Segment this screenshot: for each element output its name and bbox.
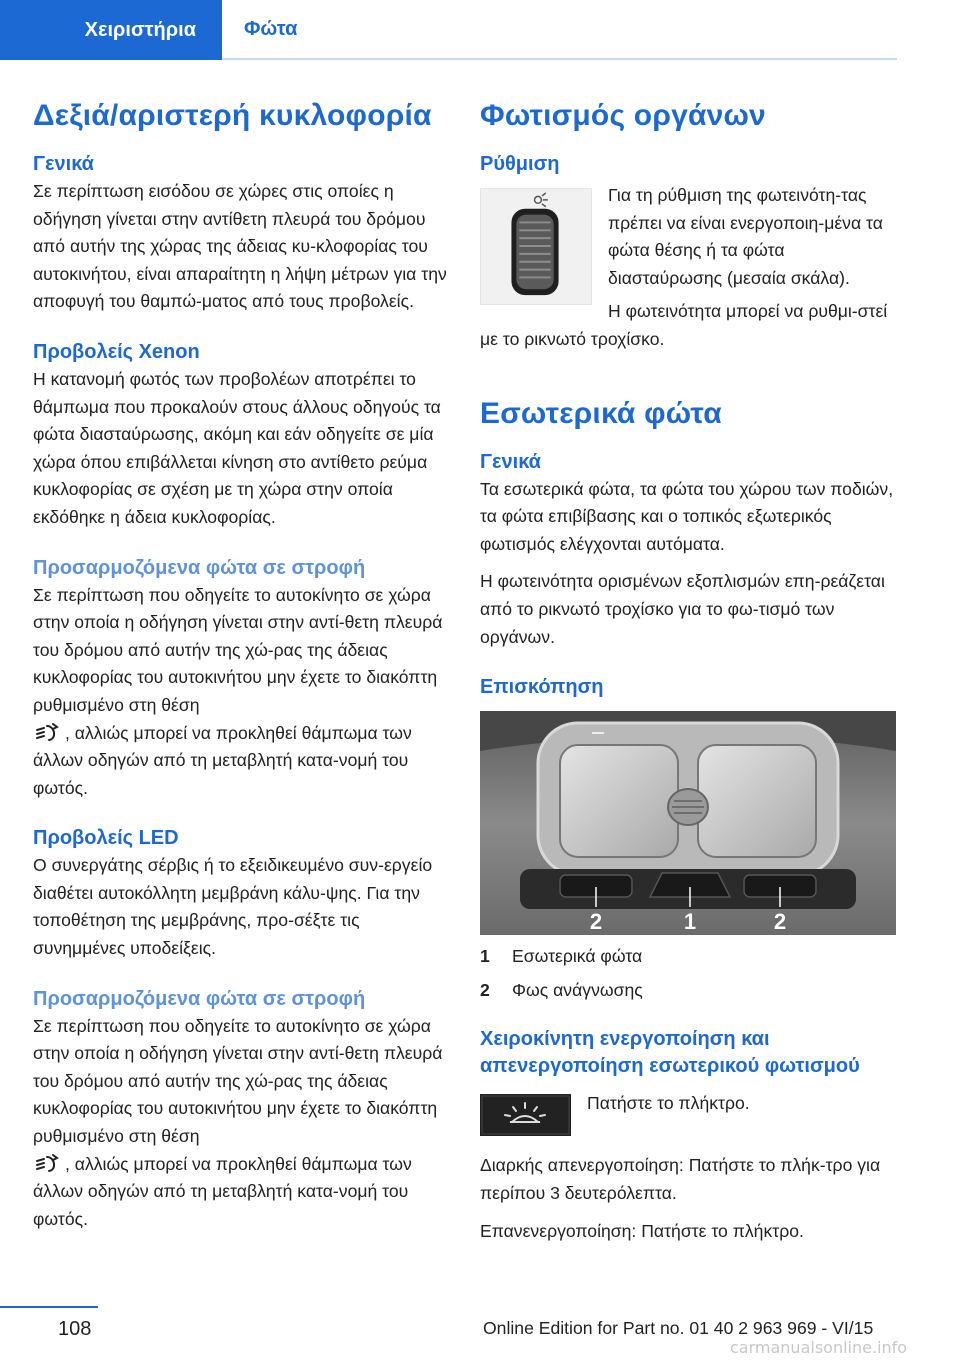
text-xenon: Η κατανομή φωτός των προβολέων αποτρέπει το θάμπωμα που προκαλούν στους άλλους οδηγούς τα φώτα διασταύρωσης, ακόμη και εάν οδηγείτε σε μία χώρα όπου επιβάλλεται κίνηση στο αντίθετο ρεύμα κυκλοφορίας σε σχέση με τη χώρα στην οποία εκδόθηκε η άδεια κυκλοφορίας. bbox=[33, 368, 441, 527]
adjust-block bbox=[480, 182, 897, 354]
text-adaptive-1 bbox=[33, 582, 448, 803]
text-adaptive-2-b: , αλλιώς μπορεί να προκληθεί θάμπωμα των άλλων οδηγών από τη μεταβλητή κατα-νομή του φωτός. bbox=[33, 1153, 412, 1229]
watermark: carmanualsonline.info bbox=[730, 1338, 908, 1357]
section-title-traffic: Δεξιά/αριστερή κυκλοφορία bbox=[33, 99, 432, 132]
text-adjust-1: Για τη ρύθμιση της φωτεινότη-τας πρέπει να είναι ενεργοποιη-μένα τα φώτα θέσης ή τα φώτα διασταύρωσης (μεσαία σκάλα). bbox=[608, 185, 883, 288]
heading-adaptive-1: Προσαρμοζόμενα φώτα σε στροφή bbox=[33, 556, 366, 579]
text-manual-1: Πατήστε το πλήκτρο. bbox=[587, 1093, 750, 1114]
callout-right: 2 bbox=[773, 909, 787, 935]
callout-center: 1 bbox=[683, 909, 697, 935]
callout-left: 2 bbox=[589, 909, 603, 935]
interior-light-button-icon bbox=[480, 1094, 571, 1136]
text-interior-general-1: Τα εσωτερικά φώτα, τα φώτα του χώρου των ποδιών, τα φώτα επιβίβασης και ο τοπικός εξωτερικός φωτισμός ελέγχονται αυτόματα. bbox=[480, 478, 894, 554]
heading-general: Γενικά bbox=[33, 153, 94, 175]
edition-note: Online Edition for Part no. 01 40 2 963 969 - VI/15 bbox=[483, 1318, 874, 1338]
page-number: 108 bbox=[58, 1318, 92, 1340]
cornering-light-icon bbox=[35, 721, 61, 743]
text-led: Ο συνεργάτης σέρβις ή το εξειδικευμένο συν-εργείο διαθέτει αυτοκόλλητη μεμβράνη κάλυ-ψης. Για την τοποθέτηση της μεμβράνης, προ-σέξτε τις συνημμένες υποδείξεις. bbox=[33, 855, 433, 959]
heading-manual: Χειροκίνητη ενεργοποίηση και απενεργοποίηση εσωτερικού φωτισμού bbox=[480, 1028, 860, 1078]
heading-interior-general: Γενικά bbox=[480, 450, 541, 473]
text-adjust-2: Η φωτεινότητα μπορεί να ρυθμι-στεί με το ρικνωτό τροχίσκο. bbox=[480, 301, 888, 349]
legend-label: Φως ανάγνωσης bbox=[512, 979, 643, 1000]
legend-label: Εσωτερικά φώτα bbox=[512, 946, 643, 967]
overview-legend bbox=[480, 943, 897, 1004]
text-manual-3: Επανενεργοποίηση: Πατήστε το πλήκτρο. bbox=[480, 1220, 804, 1241]
text-adaptive-2 bbox=[33, 1013, 448, 1234]
manual-block bbox=[480, 1090, 897, 1144]
section-title-interior-lights: Εσωτερικά φώτα bbox=[480, 396, 722, 430]
legend-number: 1 bbox=[480, 946, 490, 967]
header-tabs bbox=[0, 0, 960, 62]
text-adaptive-1-a: Σε περίπτωση που οδηγείτε το αυτοκίνητο σε χώρα στην οποία η οδήγηση γίνεται στην αντί-θετη πλευρά του δρόμου από αυτήν της χώ-ρας της άδειας κυκλοφορίας του αυτοκινήτου μην έχετε το διακόπτη ρυθμισμένο στη θέση bbox=[33, 584, 443, 715]
legend-item bbox=[480, 943, 897, 971]
text-interior-general-2: Η φωτεινότητα ορισμένων εξοπλισμών επη-ρεάζεται από το ρικνωτό τροχίσκο για το φω-τισμό των οργάνων. bbox=[480, 571, 885, 647]
tab-lights[interactable]: Φώτα bbox=[222, 0, 897, 60]
text-adaptive-1-b: , αλλιώς μπορεί να προκληθεί θάμπωμα των άλλων οδηγών από τη μεταβλητή κατα-νομή του φωτός. bbox=[33, 722, 412, 798]
section-title-instrument-lighting: Φωτισμός οργάνων bbox=[480, 99, 766, 132]
footer-rule bbox=[0, 1306, 98, 1308]
tab-controls[interactable]: Χειριστήρια bbox=[0, 0, 222, 60]
text-general: Σε περίπτωση εισόδου σε χώρες στις οποίες η οδήγηση γίνεται στην αντίθετη πλευρά του δρόμου από αυτήν της χώρας της άδειας κυ-κλοφορίας του αυτοκινήτου, είναι απαραίτητη η λήψη μέτρων για την αποφυγή του θαμπώ-ματος από τους προβολείς. bbox=[33, 181, 447, 312]
heading-adjust: Ρύθμιση bbox=[480, 153, 560, 175]
right-column bbox=[480, 96, 897, 1245]
left-column bbox=[33, 96, 448, 1233]
heading-xenon: Προβολείς Xenon bbox=[33, 340, 200, 363]
cornering-light-icon bbox=[35, 1152, 61, 1174]
text-adaptive-2-a: Σε περίπτωση που οδηγείτε το αυτοκίνητο σε χώρα στην οποία η οδήγηση γίνεται στην αντί-θετη πλευρά του δρόμου από αυτήν της χώ-ρας της άδειας κυκλοφορίας του αυτοκινήτου μην έχετε το διακόπτη ρυθμισμένο στη θέση bbox=[33, 1015, 443, 1147]
legend-number: 2 bbox=[480, 979, 490, 1000]
heading-overview: Επισκόπηση bbox=[480, 676, 604, 699]
text-manual-2: Διαρκής απενεργοποίηση: Πατήστε το πλήκ-τρο για περίπου 3 δευτερόλεπτα. bbox=[480, 1155, 881, 1203]
heading-led: Προβολείς LED bbox=[33, 827, 179, 850]
legend-item bbox=[480, 977, 897, 1005]
dimmer-wheel-image bbox=[480, 188, 592, 305]
interior-light-panel-image bbox=[480, 711, 896, 935]
heading-adaptive-2: Προσαρμοζόμενα φώτα σε στροφή bbox=[33, 987, 366, 1010]
